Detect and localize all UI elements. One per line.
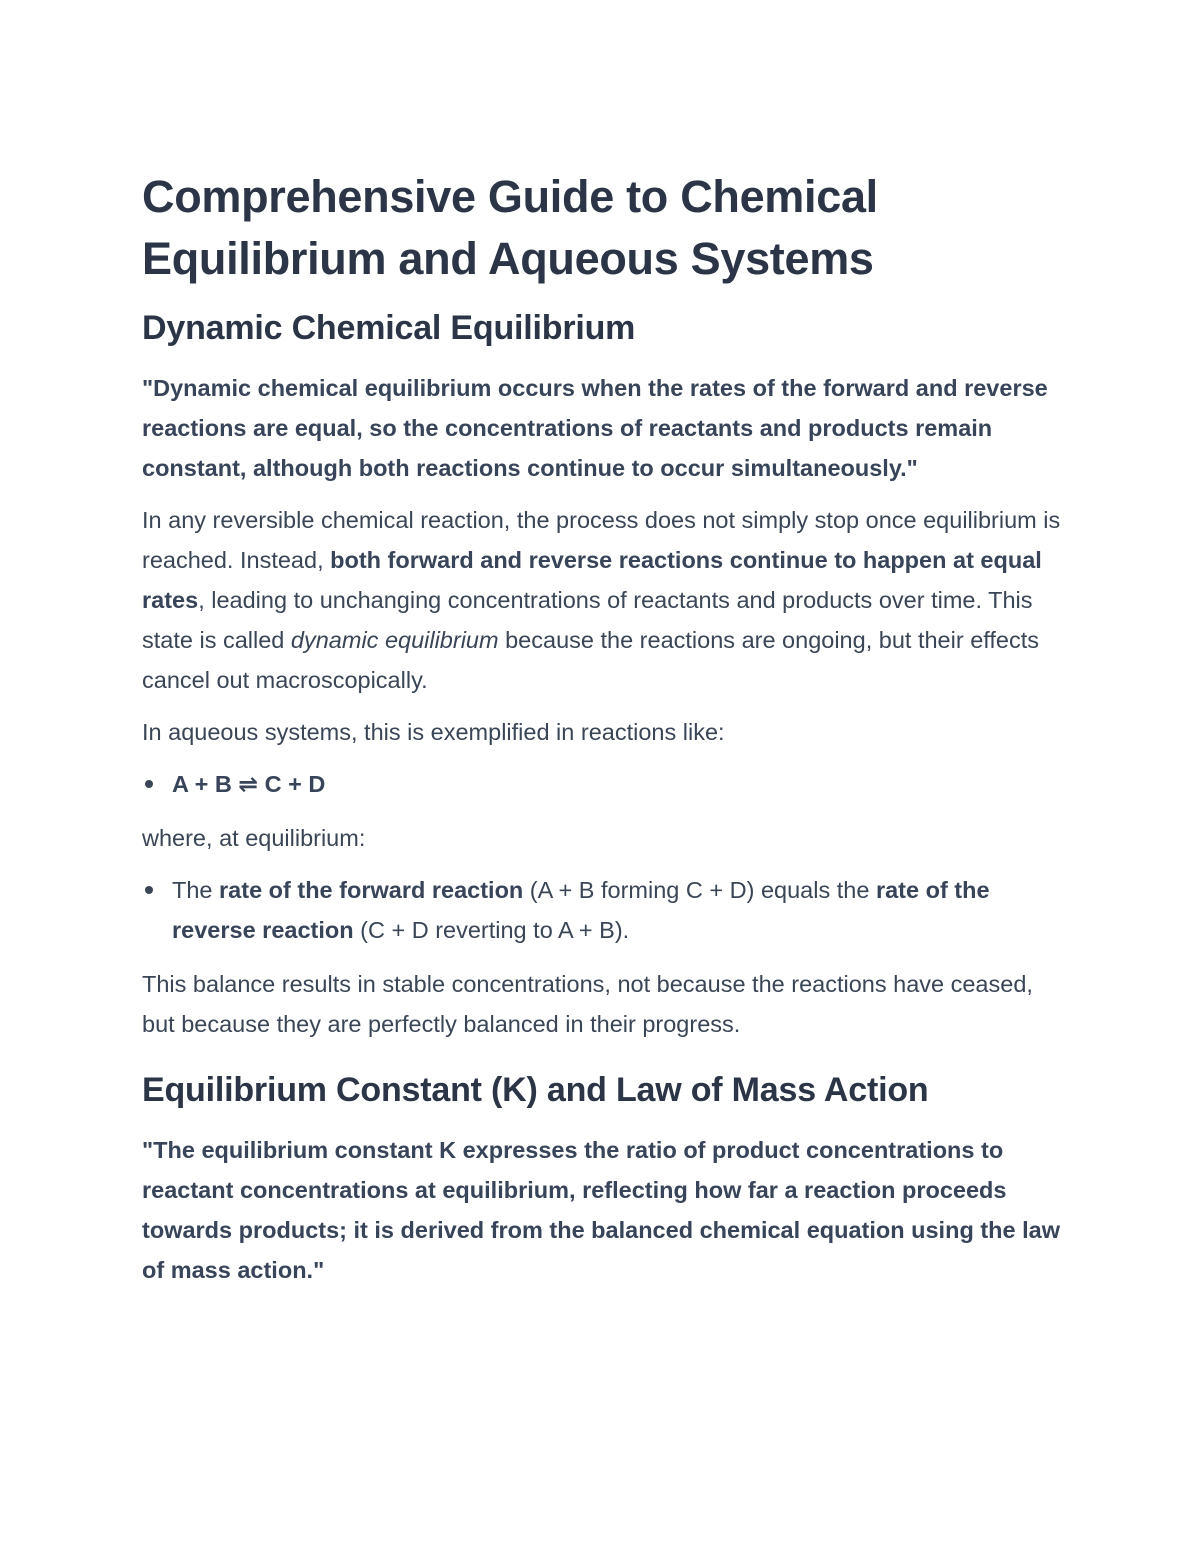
paragraph-where-at-equilibrium: where, at equilibrium: <box>142 825 366 851</box>
list-text: (C + D reverting to A + B). <box>353 917 630 943</box>
list-text: (A + B forming C + D) equals the <box>523 877 876 903</box>
paragraph-reversible-reactions <box>142 500 1072 700</box>
definition-quote-equilibrium-constant: "The equilibrium constant K expresses the ratio of product concentrations to reactant concentrations at equilibrium, reflecting how far a reaction proceeds towards products; it is derived from the balanced chemical equation using the law of mass action." <box>142 1137 1060 1283</box>
list-item <box>142 764 1072 804</box>
document-page <box>142 166 1072 1290</box>
bold-emphasis: both forward and reverse reactions continue to happen at equal rates <box>142 547 1042 613</box>
list-text: The <box>172 877 220 903</box>
definition-quote-dynamic-equilibrium: "Dynamic chemical equilibrium occurs when the rates of the forward and reverse reactions are equal, so the concentrations of reactants and products remain constant, although both reactions continue to occur simultaneously." <box>142 375 1048 481</box>
paragraph-balance-results: This balance results in stable concentrations, not because the reactions have ceased, but because they are perfectly balanced in their progress. <box>142 971 1033 1037</box>
bold-emphasis: rate of the reverse reaction <box>172 877 990 943</box>
paragraph-aqueous-example: In aqueous systems, this is exemplified in reactions like: <box>142 719 725 745</box>
page-title: Comprehensive Guide to Chemical Equilibrium and Aqueous Systems <box>142 171 878 284</box>
section-heading-equilibrium-constant: Equilibrium Constant (K) and Law of Mass Action <box>142 1071 929 1109</box>
reaction-list <box>142 764 1072 804</box>
bold-emphasis: rate of the forward reaction <box>219 877 524 903</box>
paragraph-text: In any reversible chemical reaction, the process does not simply stop once equilibrium is reached. Instead, <box>142 507 1061 573</box>
paragraph-text: because the reactions are ongoing, but their effects cancel out macroscopically. <box>142 627 1039 693</box>
equilibrium-condition-list <box>142 870 1072 950</box>
list-item <box>142 870 1072 950</box>
section-heading-dynamic-equilibrium: Dynamic Chemical Equilibrium <box>142 309 636 347</box>
paragraph-text: , leading to unchanging concentrations of reactants and products over time. This state is called <box>142 587 1033 653</box>
reaction-equation: A + B ⇌ C + D <box>172 771 326 797</box>
italic-term: dynamic equilibrium <box>290 627 499 653</box>
